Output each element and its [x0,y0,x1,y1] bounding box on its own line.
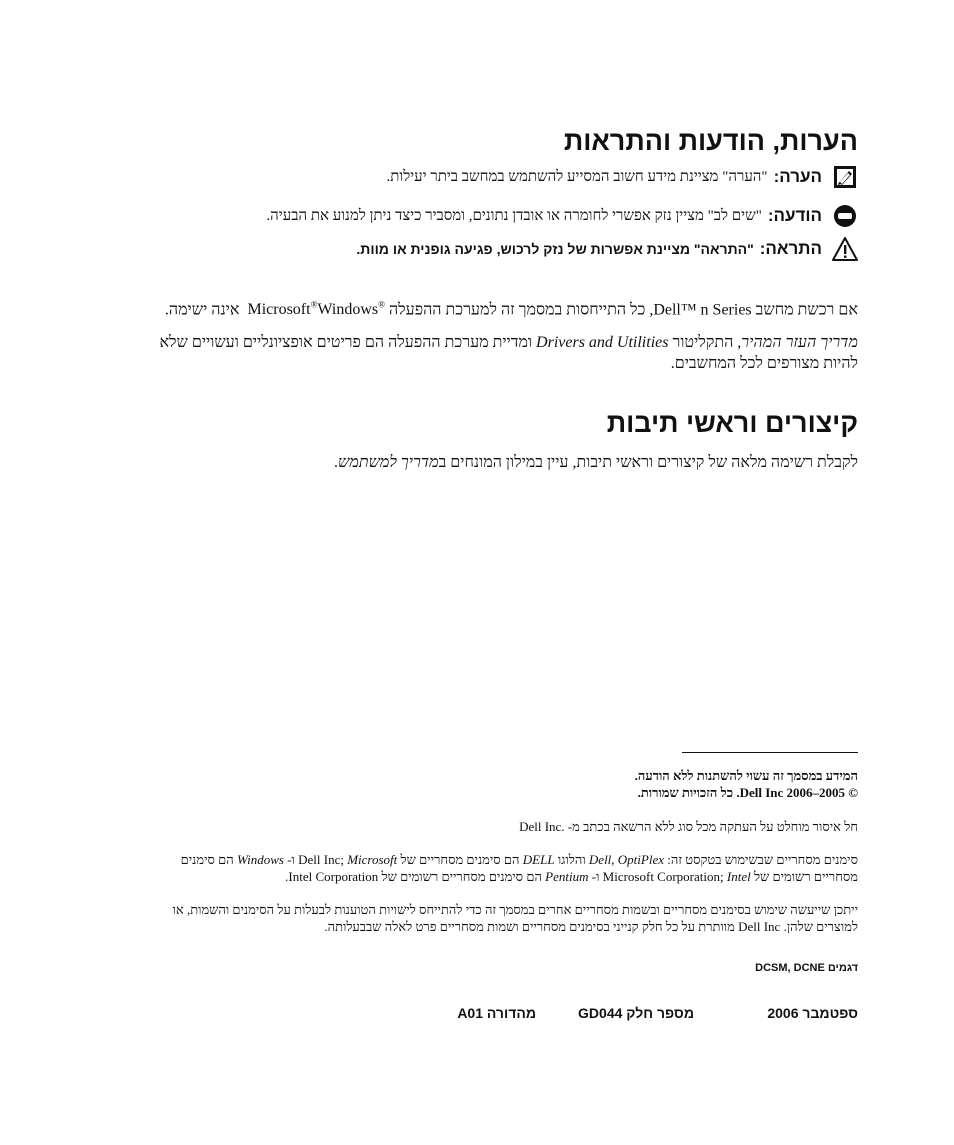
caution-label: התראה: [759,239,822,258]
windows-trademark: Windows [236,852,284,867]
para1-text: אינה ישימה. [164,301,244,319]
n-series-paragraph [78,295,858,320]
other-trademarks-line2: למוצרים שלהן. Dell Inc מוותרת על כל חלק קנייני בסימנים מסחריים ושמות מסחריים פרט לאלה שבבעלותה. [324,919,858,934]
optional-items-paragraph [78,332,858,374]
legal-copyright [78,784,858,801]
quick-reference-guide-title: מדריך העזר המהיר [741,334,858,351]
footer-date-text: ספטמבר 2006 [767,1005,858,1021]
para1-text: אם רכשת מחשב [751,301,858,319]
footer-part-number [578,1005,694,1021]
warning-triangle-icon [832,236,858,262]
notice-text: "שים לב" מציין נזק אפשרי לחומרה או אובדן נתונים, ומסביר כיצד ניתן למנוע את הבעיה. [266,207,762,224]
note-text: "הערה" מציינת מידע חשוב המסייע להשתמש במחשב ביתר יעילות. [386,168,768,185]
user-guide-title: מדריך למשתמש [338,454,439,471]
copyright-text: © 2005–2006 Dell Inc. כל הזכויות שמורות. [637,785,858,800]
abbreviations-paragraph [78,452,858,473]
legal-other-trademarks [68,901,858,935]
legal-divider [682,752,858,753]
revision-label: מהדורה [486,1005,536,1021]
section-title-abbreviations: קיצורים וראשי תיבות [606,408,858,438]
note-label: הערה: [773,167,822,186]
other-trademarks-line1: ייתכן שייעשה שימוש בסימנים מסחריים ובשמות מסחריים אחרים במסמך זה כדי להתייחס לישויות הטוענות לבעלות על הסימנים והשמות, או [172,902,858,917]
note-row [138,164,858,190]
windows-name: Windows® [317,300,385,319]
footer-revision [457,1005,536,1021]
notice-hand-icon [832,203,858,229]
part-number-value: GD044 [578,1005,623,1021]
intel-trademark: Intel [726,869,751,884]
optiplex-trademark: OptiPlex [617,852,665,867]
microsoft-trademark: Microsoft [347,852,398,867]
caution-text: "התראה" מציינת אפשרות של נזק לרכוש, פגיעה גופנית או מוות. [356,241,754,257]
dell-n-series-name: Dell™ n Series [653,301,752,319]
microsoft-name: Microsoft® [243,300,318,319]
models-value: DCSM, DCNE [755,962,825,974]
abbrev-text: לקבלת רשימה מלאה של קיצורים וראשי תיבות, עיין במילון המונחים ב [438,454,858,471]
note-pencil-icon [832,164,858,190]
abbrev-text-end: . [334,454,339,471]
caution-row [138,236,858,262]
revision-value: A01 [457,1005,483,1021]
para1-text: , כל התייחסות במסמך זה למערכת ההפעלה [384,301,654,319]
footer-date [767,1005,858,1021]
para2-text: , התקליטור [668,334,742,351]
pentium-trademark: Pentium [545,869,589,884]
dell-trademark: Dell [588,852,612,867]
legal-reproduction: חל איסור מוחלט על העתקה מכל סוג ללא הרשאה בכתב מ- .Dell Inc [519,819,858,834]
legal-info-change: המידע במסמך זה עשוי להשתנות ללא הודעה. [634,768,858,783]
drivers-utilities-title: Drivers and Utilities [536,334,669,351]
para2-text: ומדיית מערכת ההפעלה הם פריטים אופציונליים ועשויים שלא [159,334,537,351]
part-number-label: מספר חלק [626,1005,694,1021]
legal-trademarks: סימנים מסחריים שבשימוש בטקסט זה: Dell, OptiPlex והלוגו DELL הם סימנים מסחריים של Dell Inc; Microsoft ו- Windows הם סימנים מסחריים רשומים של Microsoft Corporation; Intel ו- Pentium הם סימנים מסחריים רשומים של Intel Corporation. [180,852,858,884]
para2-line2: להיות מצורפים לכל המחשבים. [670,355,858,372]
dell-logo-trademark: DELL [522,852,555,867]
models-line [458,962,858,974]
notice-label: הודעה: [767,206,822,225]
section-title-notes: הערות, הודעות והתראות [563,126,858,156]
notice-row [138,203,858,229]
models-label: דגמים [827,962,858,974]
